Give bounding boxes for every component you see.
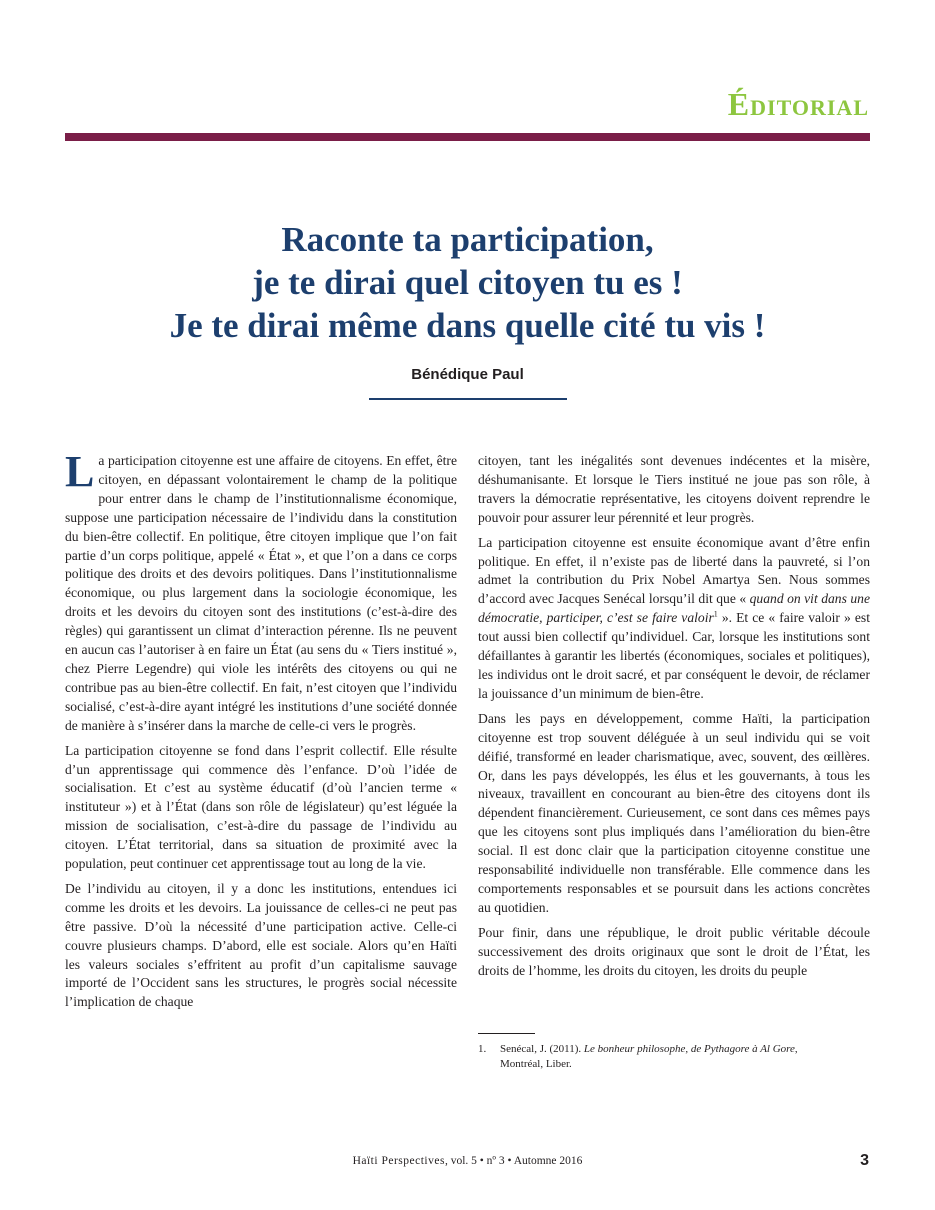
quote: quand on vit dans une démocratie, participer, c’est se faire valoir	[478, 591, 870, 626]
title-line: Je te dirai même dans quelle cité tu vis !	[169, 306, 766, 345]
footnote-ref: 1	[713, 609, 718, 619]
paragraph: Pour finir, dans une république, le droit public véritable découle successivement des droits originaux que sont le droit de l’État, les droits de l’homme, les droits du citoyen, les droits du peuple	[478, 924, 870, 978]
page-number: 3	[860, 1152, 869, 1169]
paragraph: Dans les pays en développement, comme Haïti, la participation citoyenne est trop souvent déléguée à un seul individu qui se voit déifié, transformé en leader charismatique, avec, souvent, des œillères. Or, dans les pays développés, les élus et les gouvernants, à tous les niveaux, travaillent en concourant au bien-être des citoyens dont ils dépendent financièrement. Curieusement, ce sont dans ces mêmes pays que les citoyens sont plus impliqués dans l’amélioration du bien-être social. Il est donc clair que la participation citoyenne constitue une responsabilité individuelle non transférable. Elle commence dans les comportements responsables et se poursuit dans les actions concrètes au quotidien.	[478, 710, 870, 915]
author-divider	[369, 398, 567, 400]
paragraph-text: ». Et ce « faire valoir » est tout aussi bien collectif qu’individuel. Car, lorsque les institutions sont défaillantes à garantir les libertés (économiques, sociales et politiques), les individus ont le droit sacré, et par conséquent le devoir, de réclamer la jouissance d’un minimum de bien-être.	[478, 610, 870, 701]
paragraph	[478, 534, 870, 704]
page-footer	[0, 1155, 935, 1167]
footnote-title: Le bonheur philosophe, de Pythagore à Al Gore	[583, 1043, 795, 1055]
footnote-text: ,	[794, 1043, 798, 1055]
paragraph: La participation citoyenne se fond dans l’esprit collectif. Elle résulte d’un apprentissage qui commence dès l’enfance. D’où l’idée de socialisation. Et c’est au système éducatif (d’où l’ancien terme « instituteur ») et à l’État (dans son rôle de législateur) qu’est léguée la mission de socialisation, c’est-à-dire du passage de l’individu au citoyen. L’État territorial, dans sa situation de proximité avec la population, peut continuer cet apprentissage tout au long de la vie.	[65, 742, 457, 872]
footnote	[478, 1042, 870, 1072]
footnote-number: 1.	[478, 1043, 487, 1055]
footnote-line2: Montréal, Liber.	[500, 1058, 572, 1070]
paragraph: citoyen, tant les inégalités sont devenues indécentes et la misère, déshumanisante. Et lorsque le Tiers institué ne joue pas son rôle, à travers la démocratie représentative, les citoyens doivent reprendre le pouvoir pour assurer leur pérennité et leur progrès.	[478, 453, 870, 525]
journal-name: Haïti Perspectives	[352, 1155, 445, 1167]
paragraph	[65, 447, 457, 736]
article-title	[65, 218, 870, 347]
footnote-divider	[478, 1033, 535, 1034]
drop-cap: L	[65, 447, 95, 496]
header-rule	[65, 133, 870, 141]
author-name: Bénédique Paul	[411, 366, 524, 383]
paragraph-text: La participation citoyenne est ensuite économique avant d’être enfin politique. En effet, il n’existe pas de liberté dans la pauvreté, si l’on admet la contribution du Prix Nobel Amartya Sen. Nous sommes d’accord avec Jacques Senécal lorsqu’il dit que «	[478, 534, 870, 607]
title-line: Raconte ta participation,	[281, 220, 654, 259]
title-line: je te dirai quel citoyen tu es !	[252, 263, 683, 302]
paragraph-text: a participation citoyenne est une affaire de citoyens. En effet, être citoyen, en dépassant volontairement le champ de la politique pour entrer dans le champ de l’institutionnalisme économique, suppose une participation nécessaire de l’individu dans la constitution du bien-être collectif. En politique, être citoyen implique que l’on fait partie d’un corps politique, appelé « État », et que l’on a dans ce corps politique des droits et des devoirs politiques. Dans l’institutionnalisme économique, ou plus largement dans la sociologie économique, les droits et les devoirs du citoyen sont des institutions (c’est-à-dire des règles) qui garantissent un climat d’interaction pérenne. Ils ne peuvent en aucun cas l’autoriser à en faire un État (au sens du « Tiers institué », chez Pierre Legendre) qui viole les intérêts des citoyens ou qui ne contribue pas au bien-être collectif. En fait, n’est citoyen que l’individu socialisé, c’est-à-dire ayant intégré les institutions d’une société donnée de manière à s’insérer dans la marche de celle-ci vers le progrès.	[65, 453, 457, 733]
footnote-text: Senécal, J. (2011).	[500, 1043, 584, 1055]
issue-info: , vol. 5 • nº 3 • Automne 2016	[444, 1155, 583, 1167]
left-column	[65, 447, 457, 1018]
section-label: Éditorial	[727, 86, 869, 122]
right-column	[478, 452, 870, 986]
paragraph: De l’individu au citoyen, il y a donc les institutions, entendues ici comme les droits et les devoirs. La jouissance de celles-ci ne peut pas être passive. D’où la nécessité d’une participation active. Celle-ci couvre plusieurs champs. D’abord, elle est sociale. Alors qu’en Haïti les valeurs sociales s’effritent au profit d’un capitalisme sauvage importé de l’Occident sans les structures, le progrès social nécessite l’implication de chaque	[65, 880, 457, 1010]
